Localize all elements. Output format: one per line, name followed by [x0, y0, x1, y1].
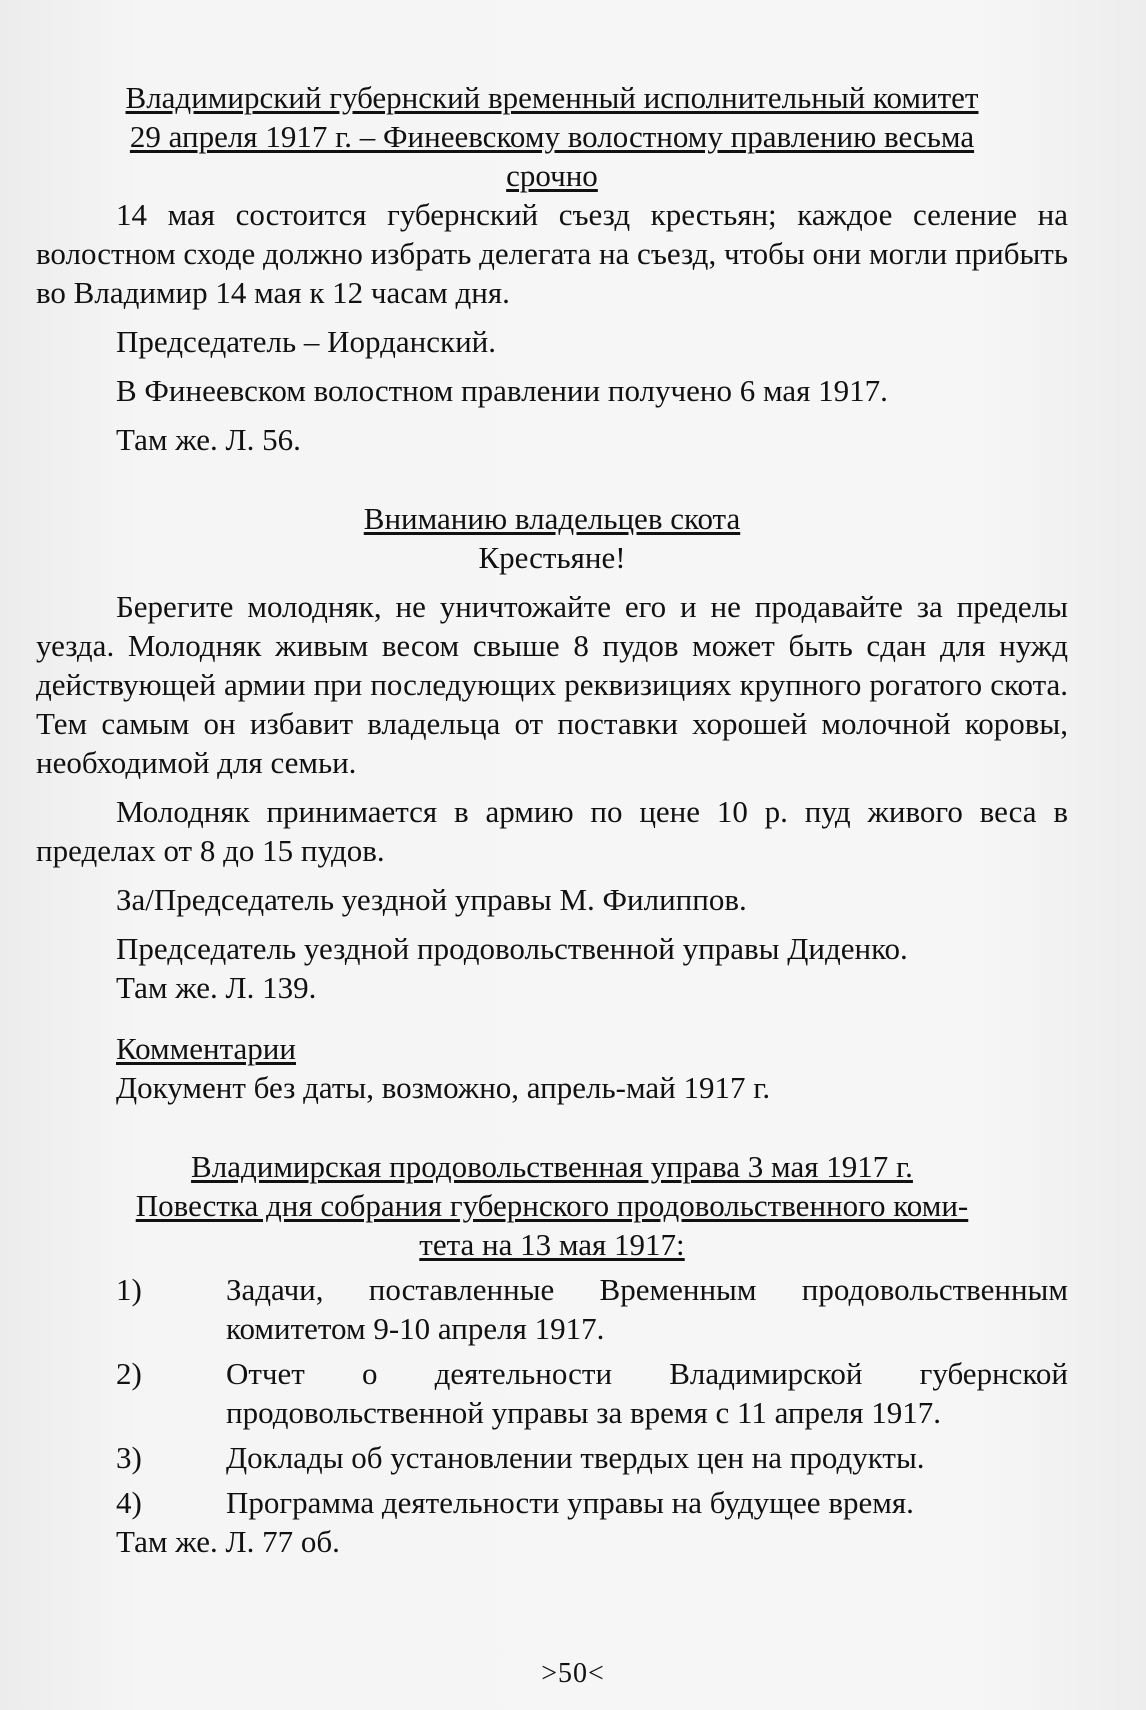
section2-heading-text: Вниманию владельцев скота: [363, 501, 741, 536]
comments-text: Документ без даты, возможно, апрель-май 1917 г.: [116, 1070, 771, 1105]
section1-chairman: Председатель – Иорданский.: [116, 324, 496, 359]
section2-body2: Молодняк принимается в армию по цене 10 р. пуд живого веса в пределах от 8 до 15 пудов.: [36, 794, 1068, 868]
comments-heading-text: Комментарии: [116, 1031, 296, 1066]
agenda-item-number: 3): [116, 1440, 142, 1475]
section1-heading-line1: Владимирский губернский временный исполнительный комитет: [125, 80, 979, 115]
section2-signature2: Председатель уездной продовольственной управы Диденко.: [116, 931, 908, 966]
agenda-item-text: Отчет о деятельности Владимирской губернской продовольственной управы за время с 11 апреля 1917.: [226, 1356, 1068, 1430]
agenda-item-number: 1): [116, 1272, 142, 1307]
agenda-item: [36, 1438, 1068, 1477]
section2-signature1: За/Председатель уездной управы М. Филиппов.: [116, 882, 747, 917]
section2-body1: Берегите молодняк, не уничтожайте его и не продавайте за пределы уезда. Молодняк живым весом свыше 8 пудов может быть сдан для нужд действующей армии при последующих реквизициях крупного рогатого скота. Тем самым он избавит владельца от поставки хорошей молочной коровы, необходимой для семьи.: [36, 589, 1068, 780]
agenda-item-text: Доклады об установлении твердых цен на продукты.: [226, 1440, 925, 1475]
page-number-value: 50: [558, 1658, 588, 1689]
page-number-left-mark: >: [541, 1658, 558, 1689]
section1-reference: Там же. Л. 56.: [116, 422, 301, 457]
agenda-item-number: 4): [116, 1485, 142, 1520]
section2-reference: Там же. Л. 139.: [116, 970, 317, 1005]
document-body: [36, 78, 1068, 1561]
section3-title-line1-text: Повестка дня собрания губернского продовольственного коми-: [135, 1188, 969, 1223]
section3-title-line2: [36, 1225, 1068, 1264]
section3-title-line2-text: тета на 13 мая 1917:: [419, 1227, 685, 1262]
page-number-right-mark: <: [588, 1658, 605, 1689]
agenda-item-text: Программа деятельности управы на будущее время.: [226, 1485, 914, 1520]
section1-heading-line2: 29 апреля 1917 г. – Финеевскому волостному правлению весьма: [129, 119, 975, 154]
agenda-item-number: 2): [116, 1356, 142, 1391]
section3-reference: Там же. Л. 77 об.: [116, 1524, 340, 1559]
section3-heading: [36, 1147, 1068, 1186]
comments-heading: [36, 1029, 1068, 1068]
section2-heading: [36, 499, 1068, 538]
agenda-item: [36, 1270, 1068, 1348]
agenda-list: [36, 1270, 1068, 1522]
agenda-item-text: Задачи, поставленные Временным продовольственным комитетом 9-10 апреля 1917.: [226, 1272, 1068, 1346]
section2-subheading: Крестьяне!: [478, 540, 626, 575]
page-number: [0, 1658, 1146, 1690]
agenda-item: [36, 1483, 1068, 1522]
section1-received: В Финеевском волостном правлении получено 6 мая 1917.: [116, 373, 888, 408]
section3-title-line1: [36, 1186, 1068, 1225]
section1-heading-line3: срочно: [506, 158, 598, 193]
agenda-item: [36, 1354, 1068, 1432]
section3-heading-text: Владимирская продовольственная управа 3 мая 1917 г.: [191, 1149, 913, 1184]
section1-body: 14 мая состоится губернский съезд крестьян; каждое селение на волостном сходе должно избрать делегата на съезд, чтобы они могли прибыть во Владимир 14 мая к 12 часам дня.: [36, 197, 1068, 310]
